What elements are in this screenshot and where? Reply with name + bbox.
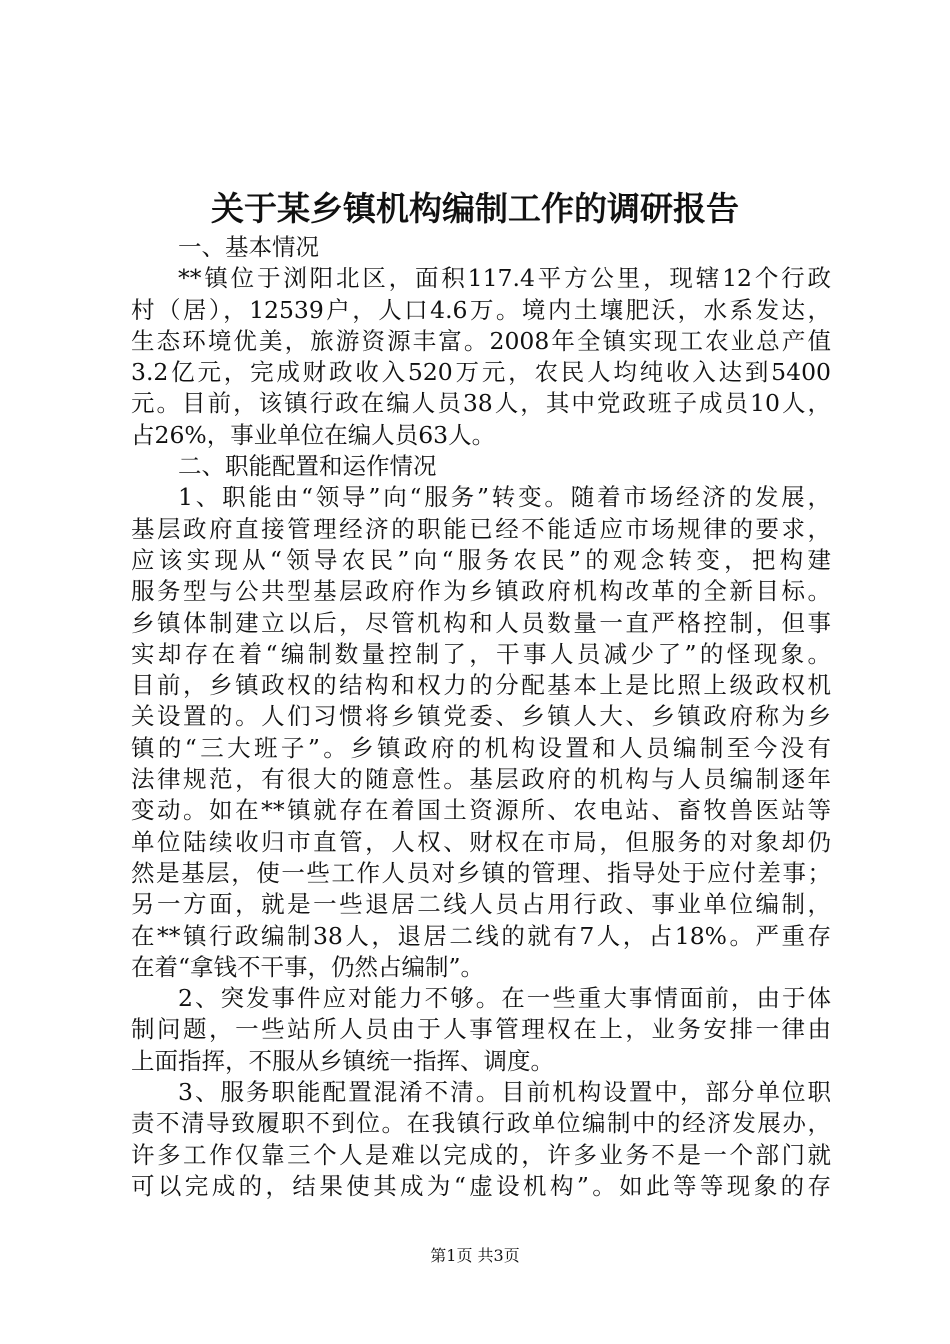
text-line: 在**镇行政编制38人，退居二线的就有7人，占18%。严重存 — [131, 921, 831, 950]
text-line: 目前，乡镇政权的结构和权力的分配基本上是比照上级政权机 — [131, 671, 831, 700]
text-line: 镇的“三大班子”。乡镇政府的机构设置和人员编制至今没有 — [131, 733, 831, 762]
text-line: 村（居），12539户，人口4.6万。境内土壤肥沃，水系发达， — [131, 295, 831, 324]
text-line: 元。目前，该镇行政在编人员38人，其中党政班子成员10人， — [131, 389, 831, 418]
text-line: 实却存在着“编制数量控制了，干事人员减少了”的怪现象。 — [131, 639, 831, 668]
text-line: 制问题，一些站所人员由于人事管理权在上，业务安排一律由 — [131, 1015, 831, 1044]
text-line: 然是基层，使一些工作人员对乡镇的管理、指导处于应付差事； — [131, 858, 831, 887]
text-line: 服务型与公共型基层政府作为乡镇政府机构改革的全新目标。 — [131, 577, 831, 606]
page-title: 关于某乡镇机构编制工作的调研报告 — [211, 189, 739, 228]
text-line: 一、基本情况 — [178, 233, 319, 261]
text-line: 关设置的。人们习惯将乡镇党委、乡镇人大、乡镇政府称为乡 — [131, 702, 831, 731]
text-line: 生态环境优美，旅游资源丰富。2008年全镇实现工农业总产值 — [131, 326, 831, 355]
body-text — [131, 232, 831, 1202]
text-line: **镇位于浏阳北区，面积117.4平方公里，现辖12个行政 — [178, 264, 831, 293]
text-line: 3、服务职能配置混淆不清。目前机构设置中，部分单位职 — [178, 1078, 831, 1107]
text-line: 占26%，事业单位在编人员63人。 — [131, 420, 496, 449]
text-line: 可以完成的，结果使其成为“虚设机构”。如此等等现象的存 — [131, 1171, 831, 1200]
text-line: 3.2亿元，完成财政收入520万元，农民人均纯收入达到5400 — [131, 358, 831, 387]
text-line: 基层政府直接管理经济的职能已经不能适应市场规律的要求， — [131, 514, 831, 543]
text-line: 另一方面，就是一些退居二线人员占用行政、事业单位编制， — [131, 890, 831, 919]
page-footer: 第1页 共3页 — [430, 1246, 520, 1265]
text-line: 变动。如在**镇就存在着国土资源所、农电站、畜牧兽医站等 — [131, 796, 831, 825]
text-line: 乡镇体制建立以后，尽管机构和人员数量一直严格控制，但事 — [131, 608, 831, 637]
text-line: 责不清导致履职不到位。在我镇行政单位编制中的经济发展办， — [131, 1109, 831, 1138]
text-line: 许多工作仅靠三个人是难以完成的，许多业务不是一个部门就 — [131, 1140, 831, 1169]
text-line: 2、突发事件应对能力不够。在一些重大事情面前，由于体 — [178, 984, 831, 1013]
text-line: 上面指挥，不服从乡镇统一指挥、调度。 — [131, 1046, 554, 1075]
text-line: 1、职能由“领导”向“服务”转变。随着市场经济的发展， — [178, 483, 831, 512]
text-line: 二、职能配置和运作情况 — [178, 452, 437, 481]
text-line: 单位陆续收归市直管，人权、财权在市局，但服务的对象却仍 — [131, 827, 831, 856]
text-line: 在着“拿钱不干事，仍然占编制”。 — [131, 952, 485, 981]
text-line: 法律规范，有很大的随意性。基层政府的机构与人员编制逐年 — [131, 765, 831, 794]
text-line: 应该实现从“领导农民”向“服务农民”的观念转变，把构建 — [131, 545, 831, 574]
